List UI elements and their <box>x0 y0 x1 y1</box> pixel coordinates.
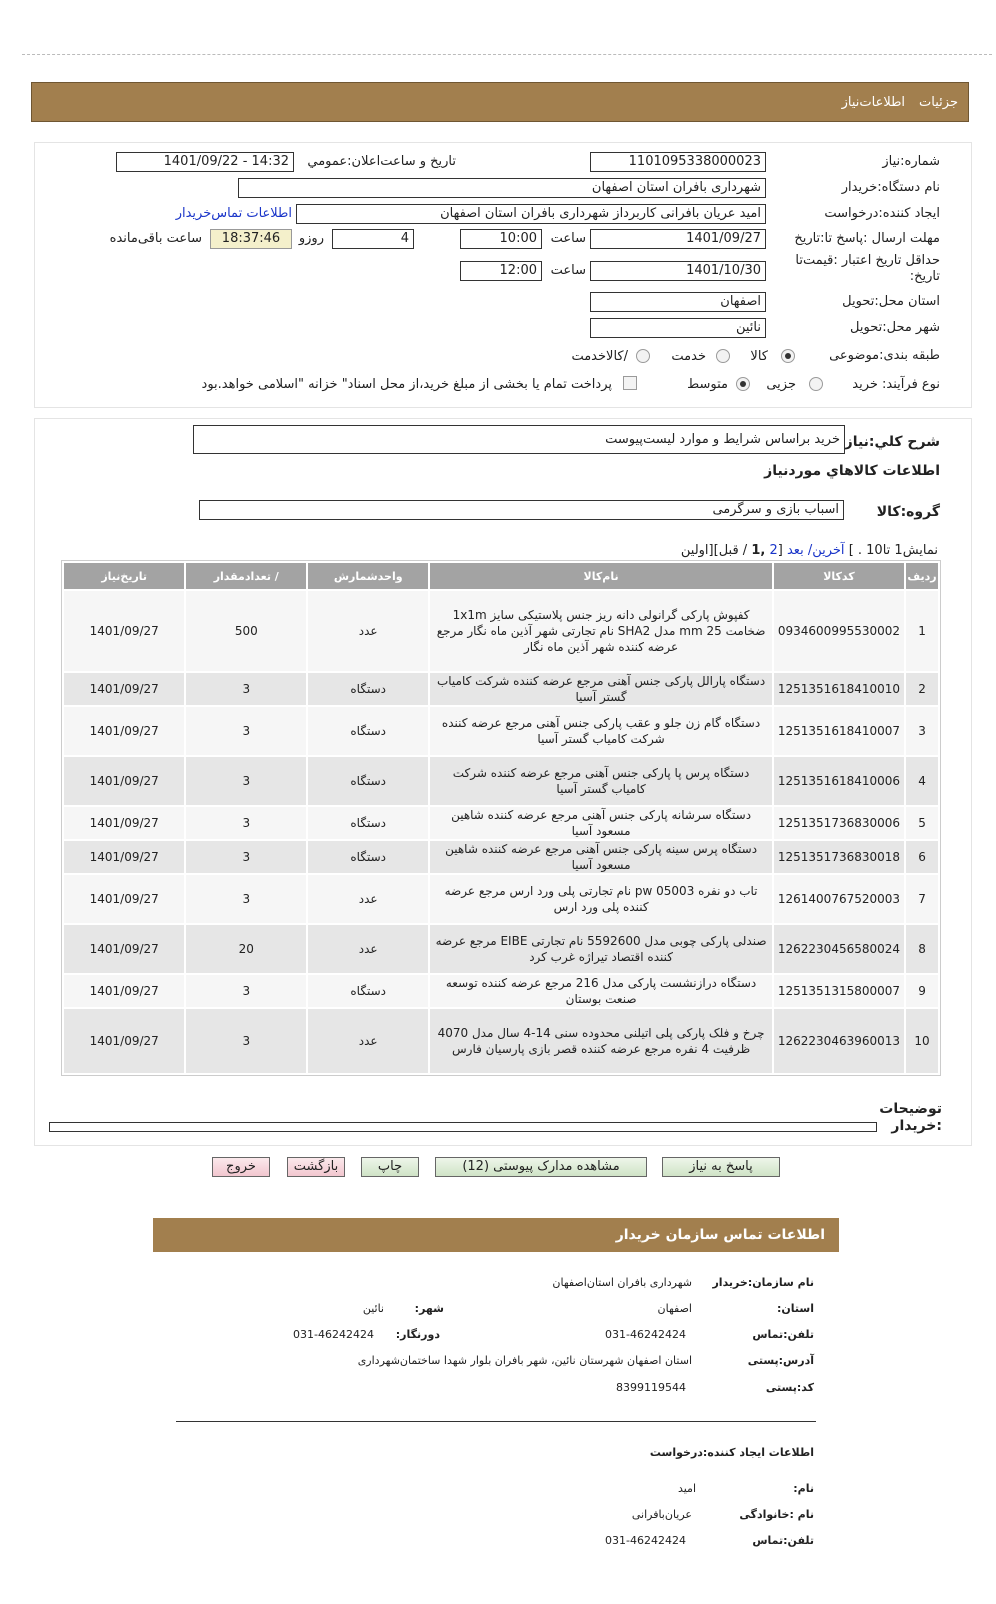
col-unit: واحدشمارش <box>308 563 428 589</box>
paging-next-link[interactable]: بعد <box>786 543 804 558</box>
contact-phone-label: تلفن:تماس <box>752 1328 814 1341</box>
validity-time-field: 12:00 <box>460 261 542 281</box>
creator-family-value: عریان‌بافرانی <box>631 1508 692 1521</box>
cell-row: 6 <box>906 841 938 873</box>
paging-showing: نمایش1 تا10 . ] <box>848 543 938 558</box>
contact-province-label: استان: <box>777 1302 814 1315</box>
goods-table <box>61 560 941 1076</box>
cell-row: 9 <box>906 975 938 1007</box>
city-field: نائین <box>590 318 766 338</box>
cell-date: 1401/09/27 <box>64 925 184 973</box>
cell-unit: عدد <box>308 875 428 923</box>
cell-unit: دستگاه <box>308 975 428 1007</box>
back-button[interactable]: بازگشت <box>287 1157 345 1177</box>
table-row <box>64 757 938 805</box>
cell-row: 5 <box>906 807 938 839</box>
creator-phone-value: 031-46242424 <box>605 1534 686 1547</box>
cell-name: دستگاه درازنشست پارکی مدل 216 مرجع عرضه کننده توسعه صنعت بوستان <box>430 975 772 1007</box>
cell-date: 1401/09/27 <box>64 875 184 923</box>
exit-button[interactable]: خروج <box>212 1157 270 1177</box>
contact-divider <box>176 1421 816 1422</box>
process-label: نوع فرآیند: خرید <box>852 377 940 392</box>
cell-row: 10 <box>906 1009 938 1073</box>
cell-date: 1401/09/27 <box>64 1009 184 1073</box>
cat-service-radio[interactable] <box>716 349 730 363</box>
table-row <box>64 925 938 973</box>
goods-info-title: اطلاعات کالاهاي موردنیاز <box>764 463 940 479</box>
creator-name-value: امید <box>677 1482 696 1495</box>
col-qty: / تعدادمقدار <box>186 563 306 589</box>
cell-name: دستگاه گام زن جلو و عقب پارکی جنس آهنی مرجع عرضه کننده شرکت کامیاب گستر آسیا <box>430 707 772 755</box>
cell-name: دستگاه سرشانه پارکی جنس آهنی مرجع عرضه کننده شاهین مسعود آسیا <box>430 807 772 839</box>
cell-name: کفپوش پارکی گرانولی دانه ریز جنس پلاستیکی سایز 1x1m ضخامت 25 mm مدل SHA2 نام تجارتی شهر آذین ماه نگار مرجع عرضه کننده شهر آذین ماه نگار <box>430 591 772 671</box>
cell-qty: 3 <box>186 807 306 839</box>
contact-org-value: شهرداری بافران استان‌اصفهان <box>552 1276 692 1289</box>
table-row <box>64 975 938 1007</box>
buyer-notes-label: توضیحات :خریدار <box>879 1101 942 1134</box>
cell-qty: 20 <box>186 925 306 973</box>
deadline-label: مهلت ارسال :پاسخ تا:تاریخ <box>794 231 940 246</box>
table-row <box>64 673 938 705</box>
cell-unit: دستگاه <box>308 757 428 805</box>
table-header-row <box>64 563 938 589</box>
deadline-time-field: 10:00 <box>460 229 542 249</box>
creator-label: ایجاد کننده:درخواست <box>824 206 940 221</box>
cell-name: چرخ و فلک پارکی پلی اتیلنی محدوده سنی 14-4 سال مدل 4070 ظرفیت 4 نفره مرجع عرضه کننده قصر بازی پارسیان فارس <box>430 1009 772 1073</box>
cell-unit: دستگاه <box>308 673 428 705</box>
creator-phone-label: تلفن:تماس <box>752 1534 814 1547</box>
cell-qty: 3 <box>186 1009 306 1073</box>
buyer-org-label: نام دستگاه:خریدار <box>841 180 940 195</box>
buyer-contact-link[interactable]: اطلاعات تماس‌خریدار <box>175 206 292 221</box>
treasury-payment-note: پرداخت تمام یا بخشی از مبلغ خرید،از محل اسناد" خزانه "اسلامی خواهد.بود <box>201 377 612 392</box>
cell-qty: 3 <box>186 975 306 1007</box>
contact-fax-label: دورنگار: <box>395 1328 440 1341</box>
cell-code: 1251351736830006 <box>774 807 904 839</box>
validity-time-label: ساعت <box>550 263 586 278</box>
city-label: شهر محل:تحویل <box>850 320 940 335</box>
top-divider <box>22 54 992 55</box>
cell-date: 1401/09/27 <box>64 673 184 705</box>
province-label: استان محل:تحویل <box>842 294 940 309</box>
col-date: تاریخ‌نیاز <box>64 563 184 589</box>
tab-need-info[interactable]: اطلاعات‌نیاز <box>841 94 906 110</box>
cell-code: 1251351618410007 <box>774 707 904 755</box>
cell-row: 3 <box>906 707 938 755</box>
general-desc-field: خرید براساس شرایط و موارد لیست‌پیوست <box>193 425 845 454</box>
tab-details[interactable]: جزئیات <box>919 94 958 110</box>
proc-medium-radio[interactable] <box>736 377 750 391</box>
cell-unit: عدد <box>308 925 428 973</box>
header-bar <box>31 82 969 122</box>
contact-org-label: نام سازمان:خریدار <box>712 1276 814 1289</box>
general-desc-label: شرح کلي:نیاز <box>844 434 940 450</box>
creator-family-label: نام :خانوادگی <box>739 1508 814 1521</box>
col-name: نام‌کالا <box>430 563 772 589</box>
treasury-payment-checkbox[interactable] <box>623 376 637 390</box>
proc-medium-label: متوسط <box>687 377 728 392</box>
category-label: طبقه بندی:موضوعی <box>829 348 940 363</box>
proc-partial-label: جزیی <box>766 377 796 392</box>
cat-goods-service-label: /کالاخدمت <box>571 349 628 364</box>
cell-code: 1251351736830018 <box>774 841 904 873</box>
cell-qty: 3 <box>186 707 306 755</box>
days-field: 4 <box>332 229 414 249</box>
cell-row: 1 <box>906 591 938 671</box>
contact-phone-value: 031-46242424 <box>605 1328 686 1341</box>
table-row <box>64 591 938 671</box>
cat-service-label: خدمت <box>671 349 706 364</box>
contact-city-label: شهر: <box>414 1302 444 1315</box>
contact-address-label: آدرس:پستی <box>747 1354 814 1367</box>
cell-code: 1251351315800007 <box>774 975 904 1007</box>
col-code: کدکالا <box>774 563 904 589</box>
cell-qty: 3 <box>186 757 306 805</box>
deadline-date-field: 1401/09/27 <box>590 229 766 249</box>
cell-code: 1261400767520003 <box>774 875 904 923</box>
cat-goods-radio[interactable] <box>781 349 795 363</box>
contact-address-value: استان اصفهان شهرستان نائین، شهر بافران بلوار شهدا ساختمان‌شهرداری <box>357 1354 692 1367</box>
remaining-time-label: ساعت باقی‌مانده <box>109 231 202 246</box>
cell-name: صندلی پارکی چوبی مدل 5592600 نام تجارتی EIBE مرجع عرضه کننده اقتصاد تیراژه غرب کرد <box>430 925 772 973</box>
deadline-time-label: ساعت <box>550 231 586 246</box>
cell-qty: 500 <box>186 591 306 671</box>
table-row <box>64 875 938 923</box>
creator-field: امید عریان بافرانی کاربرداز شهرداری بافران استان اصفهان <box>296 204 766 224</box>
province-field: اصفهان <box>590 292 766 312</box>
cell-unit: دستگاه <box>308 707 428 755</box>
paging-bracket: [ <box>777 543 783 558</box>
paging-page-2[interactable]: 2 <box>769 543 778 558</box>
print-button[interactable]: چاپ <box>361 1157 419 1177</box>
cell-date: 1401/09/27 <box>64 807 184 839</box>
table-row <box>64 807 938 839</box>
col-row: ردیف <box>906 563 938 589</box>
cell-date: 1401/09/27 <box>64 707 184 755</box>
need-no-field: 1101095338000023 <box>590 152 766 172</box>
contact-section-title: اطلاعات تماس سازمان خریدار <box>153 1218 839 1252</box>
paging-last-link[interactable]: آخرین/ <box>807 543 845 558</box>
cell-row: 8 <box>906 925 938 973</box>
paging <box>681 541 938 561</box>
table-row <box>64 707 938 755</box>
contact-postal-label: کد:پستی <box>765 1381 814 1394</box>
cell-code: 0934600995530002 <box>774 591 904 671</box>
cell-unit: دستگاه <box>308 807 428 839</box>
creator-info-title: اطلاعات ایجاد کننده:درخواست <box>649 1446 814 1459</box>
view-attachments-button[interactable]: مشاهده مدارک پیوستی (12) <box>435 1157 647 1177</box>
cell-unit: عدد <box>308 1009 428 1073</box>
paging-prev-first: / قبل][اولین <box>680 543 748 558</box>
contact-postal-value: 8399119544 <box>616 1381 686 1394</box>
creator-name-label: نام: <box>793 1482 814 1495</box>
cell-unit: عدد <box>308 591 428 671</box>
reply-button[interactable]: پاسخ به نیاز <box>662 1157 780 1177</box>
cell-code: 1262230456580024 <box>774 925 904 973</box>
contact-province-value: اصفهان <box>657 1302 692 1315</box>
days-label: روزو <box>298 231 324 246</box>
cat-goods-label: کالا <box>750 349 768 364</box>
cell-row: 7 <box>906 875 938 923</box>
min-validity-label: حداقل تاریخ اعتبار :قیمت‌تا تاریخ: <box>795 253 940 284</box>
cell-row: 4 <box>906 757 938 805</box>
cell-name: دستگاه پرس پا پارکی جنس آهنی مرجع عرضه کننده شرکت کامیاب گستر آسیا <box>430 757 772 805</box>
table-row <box>64 841 938 873</box>
cell-qty: 3 <box>186 673 306 705</box>
cell-date: 1401/09/27 <box>64 841 184 873</box>
announce-field: 1401/09/22 - 14:32 <box>116 152 294 172</box>
table-row <box>64 1009 938 1073</box>
cell-name: دستگاه پارالل پارکی جنس آهنی مرجع عرضه کننده شرکت کامیاب گستر آسیا <box>430 673 772 705</box>
contact-city-value: نائین <box>362 1302 384 1315</box>
buyer-notes-field[interactable] <box>49 1122 877 1132</box>
validity-date-field: 1401/10/30 <box>590 261 766 281</box>
cell-code: 1251351618410010 <box>774 673 904 705</box>
buyer-org-field: شهرداری بافران استان اصفهان <box>238 178 766 198</box>
paging-page-1: ,1 <box>751 543 766 558</box>
cat-goods-service-radio[interactable] <box>636 349 650 363</box>
cell-date: 1401/09/27 <box>64 591 184 671</box>
cell-unit: دستگاه <box>308 841 428 873</box>
contact-fax-value: 031-46242424 <box>293 1328 374 1341</box>
cell-code: 1262230463960013 <box>774 1009 904 1073</box>
remaining-time-field: 18:37:46 <box>210 229 292 249</box>
goods-group-label: گروه:کالا <box>876 504 940 520</box>
cell-qty: 3 <box>186 841 306 873</box>
cell-date: 1401/09/27 <box>64 757 184 805</box>
cell-code: 1251351618410006 <box>774 757 904 805</box>
cell-name: تاب دو نفره pw 05003 نام تجارتی پلی ورد ارس مرجع عرضه کننده پلی ورد ارس <box>430 875 772 923</box>
cell-name: دستگاه پرس سینه پارکی جنس آهنی مرجع عرضه کننده شاهین مسعود آسیا <box>430 841 772 873</box>
proc-partial-radio[interactable] <box>809 377 823 391</box>
goods-group-field: اسباب بازی و سرگرمی <box>199 500 844 520</box>
cell-date: 1401/09/27 <box>64 975 184 1007</box>
cell-qty: 3 <box>186 875 306 923</box>
need-no-label: شماره:نیاز <box>882 154 940 169</box>
cell-row: 2 <box>906 673 938 705</box>
announce-label: تاریخ و ساعت‌اعلان:عمومي <box>307 154 456 169</box>
